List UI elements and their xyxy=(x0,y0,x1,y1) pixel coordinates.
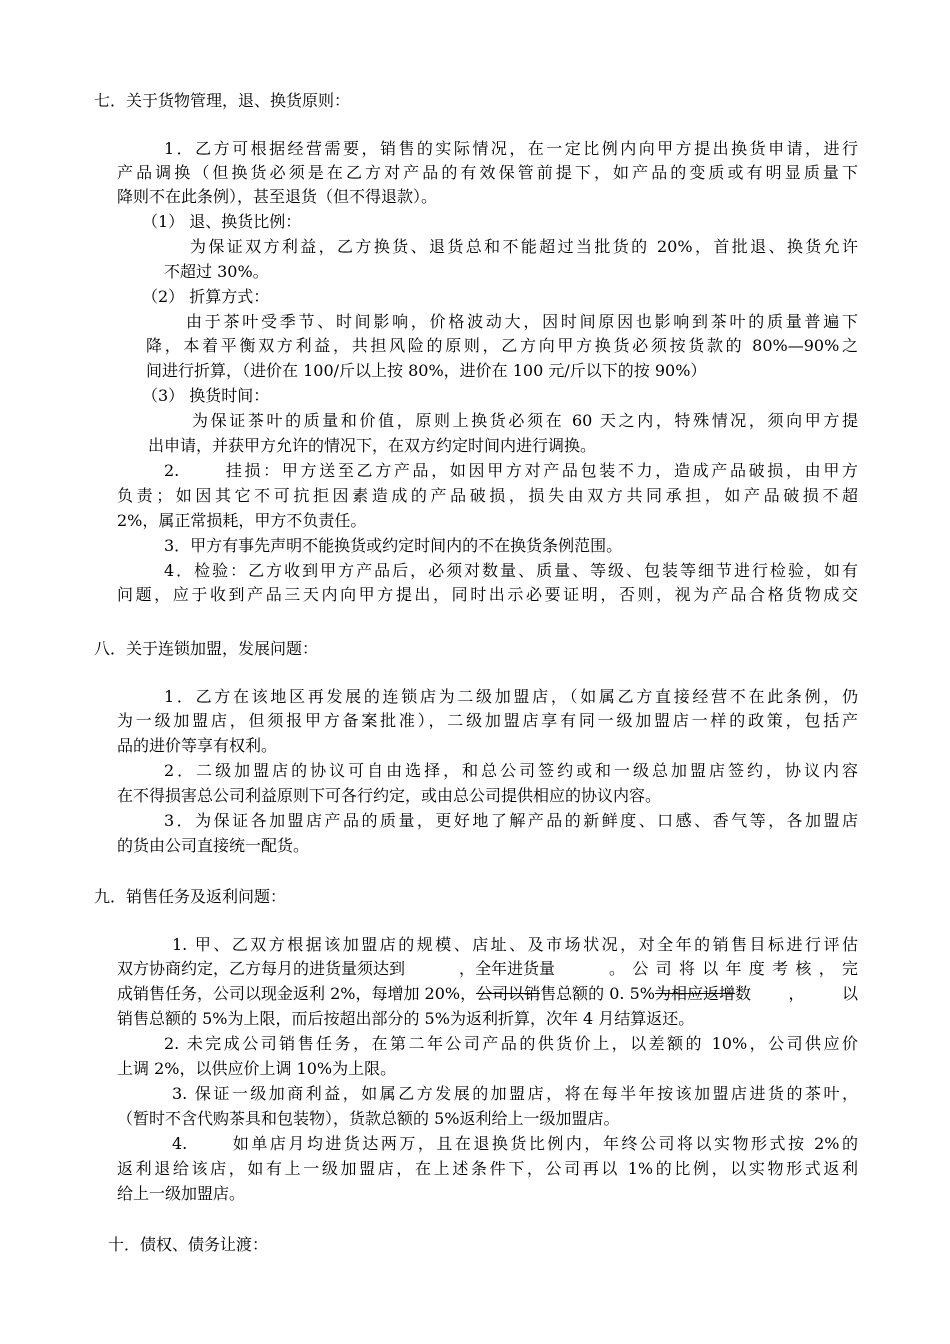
sec7-p3-line: 3．甲方有事先声明不能换货或约定时间内的不在换货条例范围。 xyxy=(164,536,623,555)
sec7-item3-label: （3） 换货时间： xyxy=(142,386,270,405)
sec9-p1-text: 双方协商约定，乙方每月的进货量须达到 xyxy=(117,959,406,978)
sec8-p1-line: 1．乙方在该地区再发展的连锁店为二级加盟店，（如属乙方直接经营不在此条例，仍 xyxy=(164,687,858,706)
sec9-p2-line: 2. 未完成公司销售任务，在第二年公司产品的供货价上，以差额的 10%，公司供应价 xyxy=(164,1034,858,1053)
sec7-p1-line: 降则不在此条例），甚至退货（但不得退款）。 xyxy=(117,187,438,206)
sec8-p1-line: 品的进价等享有权利。 xyxy=(117,736,278,755)
sec7-p1-line: 1．乙方可根据经营需要，销售的实际情况，在一定比例内向甲方提出换货申请，进行 xyxy=(164,139,858,158)
sec9-p4-line: 4. 如单店月均进货达两万，且在退换货比例内，年终公司将以实物形式按 2%的 xyxy=(172,1134,858,1153)
section-9-heading: 九．销售任务及返利问题： xyxy=(94,887,287,906)
sec9-p1-line: 销售总额的 5%为上限，而后按超出部分的 5%为返利折算，次年 4 月结算返还。 xyxy=(117,1009,695,1028)
section-10-heading: 十．债权、债务让渡： xyxy=(108,1235,269,1254)
sec9-p1-text: 数，以 xyxy=(734,984,858,1003)
sec7-item2-line: 降，本着平衡双方利益，共担风险的原则，乙方向甲方换货必须按货款的 80%—90%之 xyxy=(146,336,858,355)
sec8-p1-line: 为一级加盟店，但须报甲方备案批准），二级加盟店享有同一级加盟店一样的政策，包括产 xyxy=(117,711,858,730)
blank-field xyxy=(555,958,609,980)
sec9-p1-line: 1. 甲、乙双方根据该加盟店的规模、店址、及市场状况，对全年的销售目标进行评估 xyxy=(172,935,858,954)
blank-field xyxy=(405,958,459,980)
sec7-item2-line: 间进行折算，（进价在 100/斤以上按 80%，进价在 100 元/斤以下的按 90%） xyxy=(146,361,707,380)
sec9-p4-line: 返利退给该店，如有上一级加盟店，在上述条件下，公司再以 1%的比例，以实物形式返利 xyxy=(117,1159,858,1178)
sec9-p1-text: ，全年进货量 xyxy=(459,959,556,978)
sec7-p2-line: 2%，属正常损耗，甲方不负责任。 xyxy=(117,511,367,530)
sec7-p2-line: 负责；如因其它不可抗拒因素造成的产品破损，损失由双方共同承担，如产品破损不超 xyxy=(117,486,858,505)
sec7-item2-line: 由于茶叶受季节、时间影响，价格波动大，因时间原因也影响到茶叶的质量普遍下 xyxy=(186,312,858,331)
sec7-p2-line: 2. 挂损：甲方送至乙方产品，如因甲方对产品包装不力，造成产品破损，由甲方 xyxy=(164,461,858,480)
sec7-item1-line: 为保证双方利益，乙方换货、退货总和不能超过当批货的 20%，首批退、换货允许 xyxy=(190,237,858,256)
sec7-item3-line: 出申请，并获甲方允许的情况下，在双方约定时间内进行调换。 xyxy=(148,436,597,455)
sec8-p2-line: 2．二级加盟店的协议可自由选择，和总公司签约或和一级总加盟店签约，协议内容 xyxy=(164,761,858,780)
sec9-p3-line: （暂时不含代购茶具和包装物），货款总额的 5%返利给上一级加盟店。 xyxy=(117,1109,620,1128)
sec9-p4-line: 给上一级加盟店。 xyxy=(117,1184,246,1203)
sec9-p1-line xyxy=(117,958,858,980)
sec7-p4-line: 4．检验：乙方收到甲方产品后，必须对数量、质量、等级、包装等细节进行检验，如有 xyxy=(164,561,858,580)
sec7-item1-line: 不超过 30%。 xyxy=(164,262,269,281)
sec9-p2-line: 上调 2%，以供应价上调 10%为上限。 xyxy=(117,1059,397,1078)
sec7-item1-label: （1） 退、换货比例： xyxy=(142,212,302,231)
sec9-p3-line: 3. 保证一级加商利益，如属乙方发展的加盟店，将在每半年按该加盟店进货的茶叶， xyxy=(172,1084,858,1103)
sec8-p3-line: 3．为保证各加盟店产品的质量，更好地了解产品的新鲜度、口感、香气等，各加盟店 xyxy=(164,811,858,830)
sec7-p1-line: 产品调换（但换货必须是在乙方对产品的有效保管前提下，如产品的变质或有明显质量下 xyxy=(117,163,858,182)
sec7-p4-line: 问题，应于收到产品三天内向甲方提出，同时出示必要证明，否则，视为产品合格货物成交 xyxy=(117,585,858,604)
sec9-p1-text: 。公司将以年度考核，完 xyxy=(609,959,858,978)
sec9-p1-text: 成销售任务，公司以现金返利 2%，每增加 20%， xyxy=(117,984,477,1003)
sec7-item2-label: （2） 折算方式： xyxy=(142,287,270,306)
sec9-p1-text: 售总额的 0. 5% xyxy=(540,984,655,1003)
section-7-heading: 七．关于货物管理，退、换货原则： xyxy=(94,91,351,110)
sec9-p1-line xyxy=(117,983,858,1005)
section-8-heading: 八．关于连锁加盟，发展问题： xyxy=(94,639,319,658)
strikethrough-text: 公司以销 xyxy=(476,984,541,1003)
strikethrough-text: 为相应返增 xyxy=(654,984,735,1003)
sec7-item3-line: 为保证茶叶的质量和价值，原则上换货必须在 60 天之内，特殊情况，须向甲方提 xyxy=(192,411,858,430)
sec8-p3-line: 的货由公司直接统一配货。 xyxy=(117,836,310,855)
sec8-p2-line: 在不得损害总公司利益原则下可各行约定，或由总公司提供相应的协议内容。 xyxy=(117,786,662,805)
